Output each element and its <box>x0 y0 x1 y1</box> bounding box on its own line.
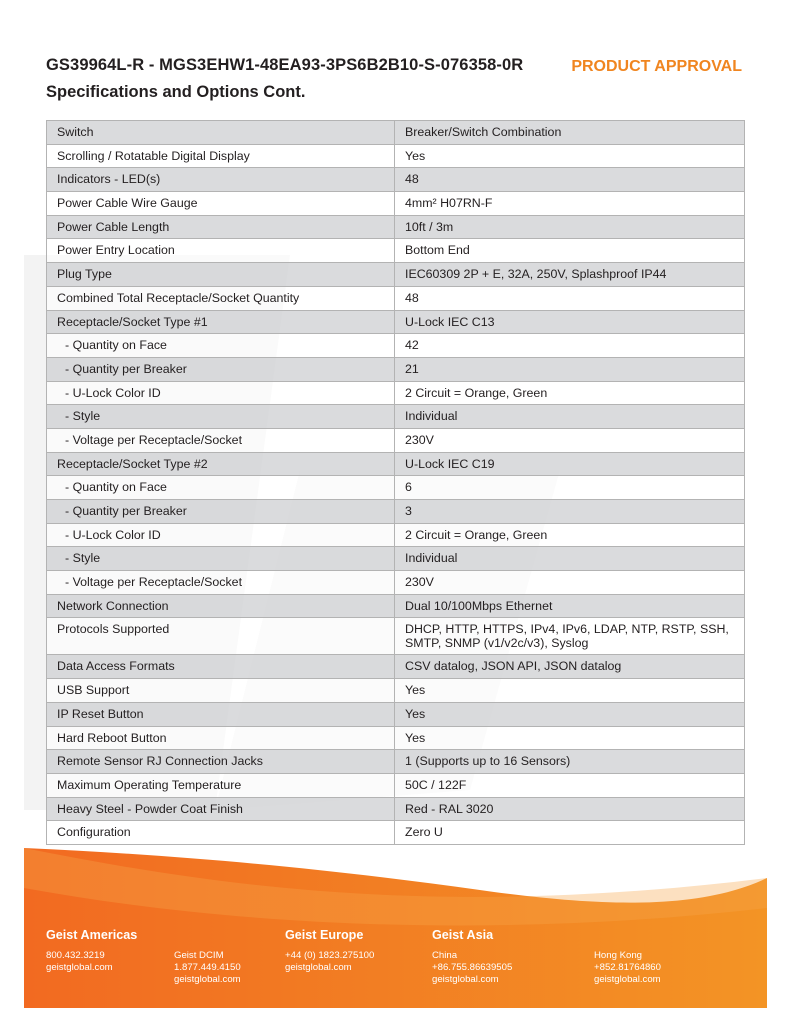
spec-row <box>47 750 745 774</box>
spec-value: 230V <box>395 571 745 595</box>
spec-label: - Style <box>47 547 395 571</box>
spec-row <box>47 476 745 500</box>
china-website-link[interactable]: geistglobal.com <box>432 974 499 985</box>
spec-row <box>47 192 745 216</box>
spec-row <box>47 405 745 429</box>
hongkong-label: Hong Kong <box>594 950 643 961</box>
spec-value: U-Lock IEC C13 <box>395 310 745 334</box>
specifications-table <box>46 120 745 845</box>
spec-value: 4mm² H07RN-F <box>395 192 745 216</box>
spec-label: - U-Lock Color ID <box>47 523 395 547</box>
asia-china-contact <box>432 950 512 986</box>
spec-value: DHCP, HTTP, HTTPS, IPv4, IPv6, LDAP, NTP, RSTP, SSH, SMTP, SNMP (v1/v2c/v3), Syslog <box>395 618 745 655</box>
spec-label: - Voltage per Receptacle/Socket <box>47 428 395 452</box>
spec-value: 3 <box>395 500 745 524</box>
americas-contact-col1 <box>46 950 113 974</box>
dcim-website-link[interactable]: geistglobal.com <box>174 974 241 985</box>
spec-row <box>47 144 745 168</box>
spec-value: Dual 10/100Mbps Ethernet <box>395 594 745 618</box>
spec-label: Heavy Steel - Powder Coat Finish <box>47 797 395 821</box>
spec-row <box>47 263 745 287</box>
document-header <box>46 56 746 102</box>
spec-row <box>47 500 745 524</box>
spec-row <box>47 452 745 476</box>
spec-label: Maximum Operating Temperature <box>47 773 395 797</box>
spec-row <box>47 571 745 595</box>
spec-row <box>47 726 745 750</box>
spec-label: - Quantity on Face <box>47 476 395 500</box>
china-label: China <box>432 950 458 961</box>
spec-value: 21 <box>395 357 745 381</box>
americas-website-link[interactable]: geistglobal.com <box>46 962 113 973</box>
spec-value: U-Lock IEC C19 <box>395 452 745 476</box>
spec-value: 50C / 122F <box>395 773 745 797</box>
spec-row <box>47 286 745 310</box>
spec-label: Scrolling / Rotatable Digital Display <box>47 144 395 168</box>
spec-row <box>47 773 745 797</box>
spec-label: - Style <box>47 405 395 429</box>
spec-row <box>47 618 745 655</box>
spec-value: Yes <box>395 144 745 168</box>
footer-banner <box>24 848 767 1008</box>
china-phone: +86.755.86639505 <box>432 962 513 973</box>
spec-label: IP Reset Button <box>47 702 395 726</box>
europe-contact <box>285 950 374 974</box>
spec-value: 1 (Supports up to 16 Sensors) <box>395 750 745 774</box>
spec-label: Plug Type <box>47 263 395 287</box>
spec-value: IEC60309 2P + E, 32A, 250V, Splashproof IP44 <box>395 263 745 287</box>
spec-label: - Voltage per Receptacle/Socket <box>47 571 395 595</box>
part-number-title: GS39964L-R - MGS3EHW1-48EA93-3PS6B2B10-S-076358-0R <box>46 56 524 74</box>
dcim-label: Geist DCIM <box>174 950 224 961</box>
americas-title: Geist Americas <box>46 928 138 942</box>
spec-row <box>47 310 745 334</box>
spec-row <box>47 594 745 618</box>
europe-website-link[interactable]: geistglobal.com <box>285 962 352 973</box>
spec-row <box>47 121 745 145</box>
spec-label: Remote Sensor RJ Connection Jacks <box>47 750 395 774</box>
europe-title: Geist Europe <box>285 928 364 942</box>
spec-value: Yes <box>395 702 745 726</box>
spec-value: Breaker/Switch Combination <box>395 121 745 145</box>
spec-label: Protocols Supported <box>47 618 395 655</box>
spec-value: Bottom End <box>395 239 745 263</box>
spec-row <box>47 797 745 821</box>
spec-value: 230V <box>395 428 745 452</box>
spec-value: 10ft / 3m <box>395 215 745 239</box>
spec-label: Data Access Formats <box>47 655 395 679</box>
spec-label: Receptacle/Socket Type #1 <box>47 310 395 334</box>
spec-label: Power Cable Length <box>47 215 395 239</box>
spec-row <box>47 334 745 358</box>
spec-label: USB Support <box>47 679 395 703</box>
spec-label: Switch <box>47 121 395 145</box>
spec-row <box>47 381 745 405</box>
spec-row <box>47 239 745 263</box>
spec-value: Yes <box>395 726 745 750</box>
spec-label: Receptacle/Socket Type #2 <box>47 452 395 476</box>
asia-title: Geist Asia <box>432 928 494 942</box>
spec-value: 2 Circuit = Orange, Green <box>395 523 745 547</box>
spec-row <box>47 679 745 703</box>
spec-label: Configuration <box>47 821 395 845</box>
spec-row <box>47 428 745 452</box>
dcim-phone: 1.877.449.4150 <box>174 962 241 973</box>
spec-row <box>47 821 745 845</box>
europe-phone: +44 (0) 1823.275100 <box>285 950 375 961</box>
spec-value: 48 <box>395 168 745 192</box>
spec-label: Power Cable Wire Gauge <box>47 192 395 216</box>
spec-label: Indicators - LED(s) <box>47 168 395 192</box>
spec-row <box>47 168 745 192</box>
spec-label: Combined Total Receptacle/Socket Quantity <box>47 286 395 310</box>
spec-row <box>47 523 745 547</box>
spec-value: Individual <box>395 405 745 429</box>
asia-hongkong-contact <box>594 950 661 986</box>
spec-label: Hard Reboot Button <box>47 726 395 750</box>
spec-value: 6 <box>395 476 745 500</box>
spec-value: 2 Circuit = Orange, Green <box>395 381 745 405</box>
hongkong-phone: +852.81764860 <box>594 962 661 973</box>
spec-value: 42 <box>395 334 745 358</box>
spec-row <box>47 357 745 381</box>
spec-label: Network Connection <box>47 594 395 618</box>
spec-value: Red - RAL 3020 <box>395 797 745 821</box>
spec-label: - U-Lock Color ID <box>47 381 395 405</box>
americas-phone: 800.432.3219 <box>46 950 105 961</box>
spec-row <box>47 547 745 571</box>
spec-row <box>47 702 745 726</box>
spec-row <box>47 655 745 679</box>
americas-contact-col2 <box>174 950 241 986</box>
spec-value: Zero U <box>395 821 745 845</box>
page-subtitle: Specifications and Options Cont. <box>46 83 306 101</box>
product-approval-label: PRODUCT APPROVAL <box>571 58 742 75</box>
spec-value: Yes <box>395 679 745 703</box>
spec-value: Individual <box>395 547 745 571</box>
spec-label: - Quantity per Breaker <box>47 500 395 524</box>
spec-row <box>47 215 745 239</box>
spec-label: Power Entry Location <box>47 239 395 263</box>
spec-value: CSV datalog, JSON API, JSON datalog <box>395 655 745 679</box>
spec-label: - Quantity on Face <box>47 334 395 358</box>
hongkong-website-link[interactable]: geistglobal.com <box>594 974 661 985</box>
spec-label: - Quantity per Breaker <box>47 357 395 381</box>
spec-value: 48 <box>395 286 745 310</box>
